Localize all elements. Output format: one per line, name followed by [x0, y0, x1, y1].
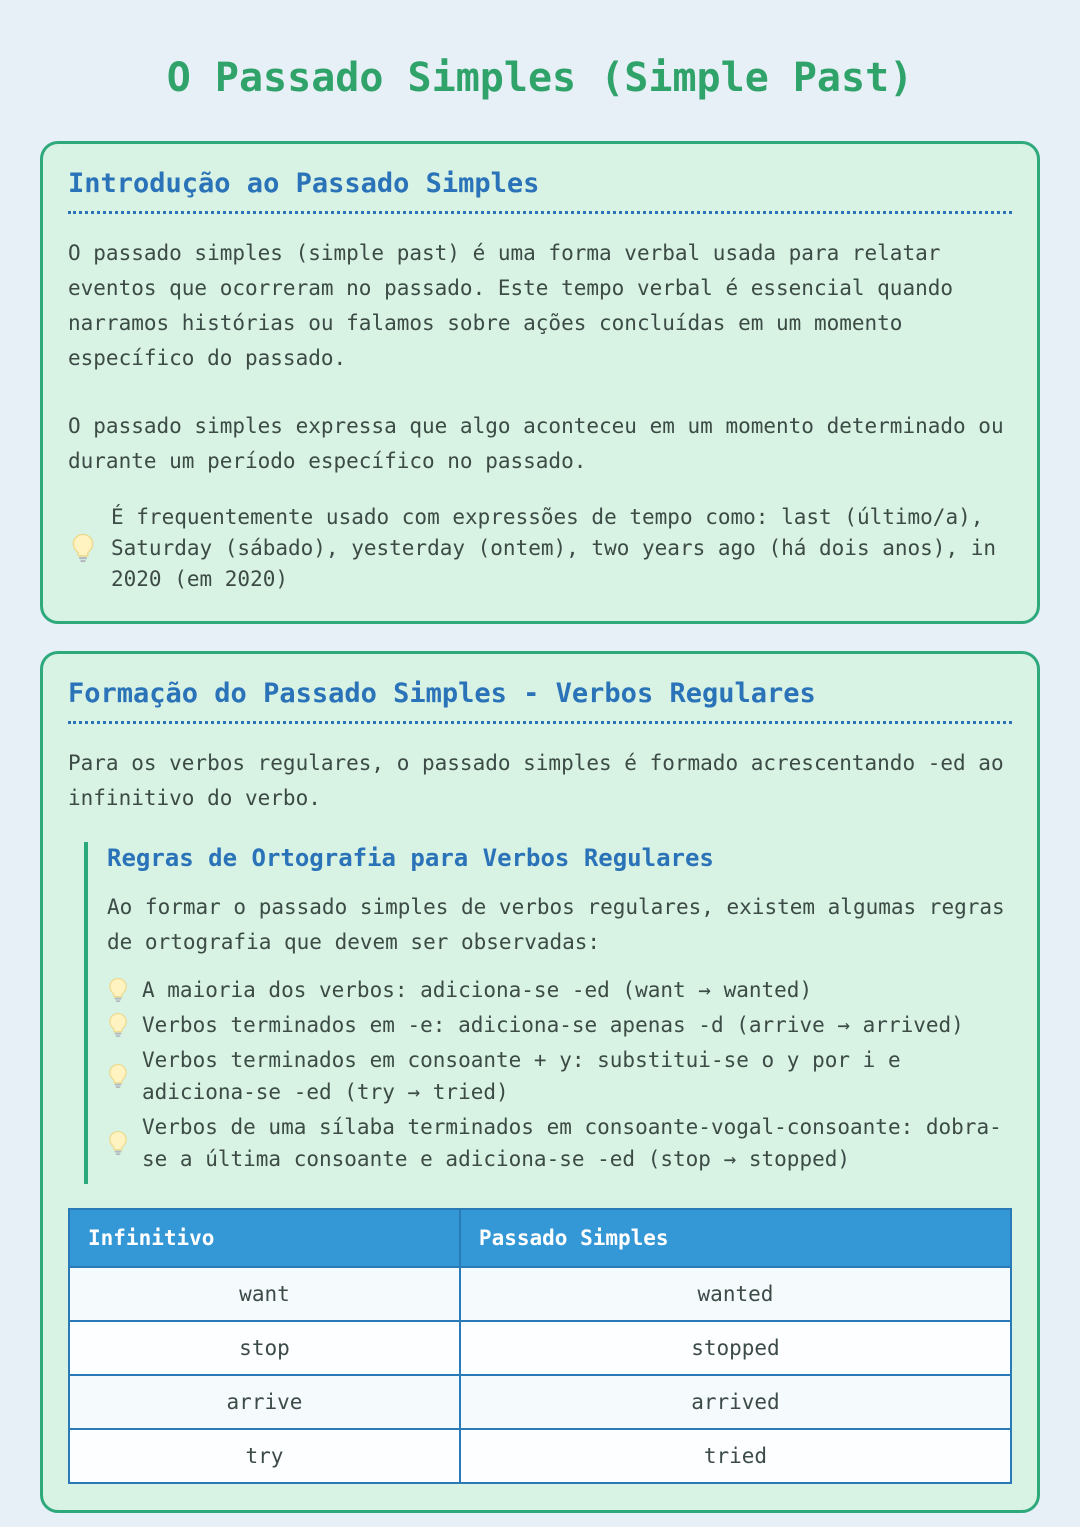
table-cell: wanted: [460, 1267, 1011, 1321]
rules-list: [107, 974, 1012, 1175]
verb-table: [68, 1208, 1012, 1484]
table-cell: tried: [460, 1429, 1011, 1483]
intro-paragraph-1: O passado simples (simple past) é uma forma verbal usada para relatar eventos que ocorreram no passado. Este tempo verbal é essencial quando narramos histórias ou falamos sobre ações concluídas em um momento específico do passado.: [68, 241, 954, 370]
page-title: O Passado Simples (Simple Past): [166, 55, 914, 101]
rule-item: [107, 1044, 1012, 1108]
table-cell: stop: [69, 1321, 460, 1375]
table-row: [69, 1267, 1011, 1321]
intro-section-heading: Introdução ao Passado Simples: [68, 168, 1012, 214]
lightbulb-icon: [107, 1063, 129, 1090]
table-header-infinitivo: Infinitivo: [69, 1209, 460, 1267]
rule-item: [107, 1009, 1012, 1041]
table-row: [69, 1375, 1011, 1429]
table-cell: try: [69, 1429, 460, 1483]
table-row: [69, 1429, 1011, 1483]
rule-text: Verbos terminados em -e: adiciona-se apenas -d (arrive → arrived): [142, 1013, 964, 1037]
lightbulb-icon: [107, 1012, 129, 1039]
table-cell: stopped: [460, 1321, 1011, 1375]
table-cell: want: [69, 1267, 460, 1321]
intro-card: [40, 141, 1040, 624]
formacao-card: [40, 651, 1040, 1513]
subsection-intro: Ao formar o passado simples de verbos regulares, existem algumas regras de ortografia que devem ser observadas:: [107, 895, 1005, 954]
intro-paragraph-2: O passado simples expressa que algo aconteceu em um momento determinado ou durante um período específico no passado.: [68, 414, 1004, 473]
rule-item: [107, 974, 1012, 1006]
rule-item: [107, 1111, 1012, 1175]
rule-text: Verbos de uma sílaba terminados em consoante-vogal-consoante: dobra-se a última consoante e adiciona-se -ed (stop → stopped): [142, 1115, 1002, 1171]
rule-text: Verbos terminados em consoante + y: substitui-se o y por i e adiciona-se -ed (try → tried): [142, 1048, 901, 1104]
table-row: [69, 1321, 1011, 1375]
table-header-row: [69, 1209, 1011, 1267]
table-header-passado-simples: Passado Simples: [460, 1209, 1011, 1267]
table-cell: arrive: [69, 1375, 460, 1429]
lightbulb-icon: [107, 977, 129, 1004]
lightbulb-icon: [107, 1130, 129, 1157]
rule-text: A maioria dos verbos: adiciona-se -ed (want → wanted): [142, 978, 813, 1002]
time-expressions-tip: [68, 502, 1012, 595]
tip-text: É frequentemente usado com expressões de tempo como: last (último/a), Saturday (sábado), yesterday (ontem), two years ago (há dois anos), in 2020 (em 2020): [111, 505, 997, 591]
spelling-rules-subsection: [84, 842, 1012, 1184]
lightbulb-icon: [70, 533, 96, 564]
subsection-heading: Regras de Ortografia para Verbos Regulares: [107, 844, 714, 872]
formacao-section-heading: Formação do Passado Simples - Verbos Regulares: [68, 678, 1012, 724]
table-cell: arrived: [460, 1375, 1011, 1429]
formacao-intro-paragraph: Para os verbos regulares, o passado simples é formado acrescentando -ed ao infinitivo do verbo.: [68, 751, 1004, 810]
